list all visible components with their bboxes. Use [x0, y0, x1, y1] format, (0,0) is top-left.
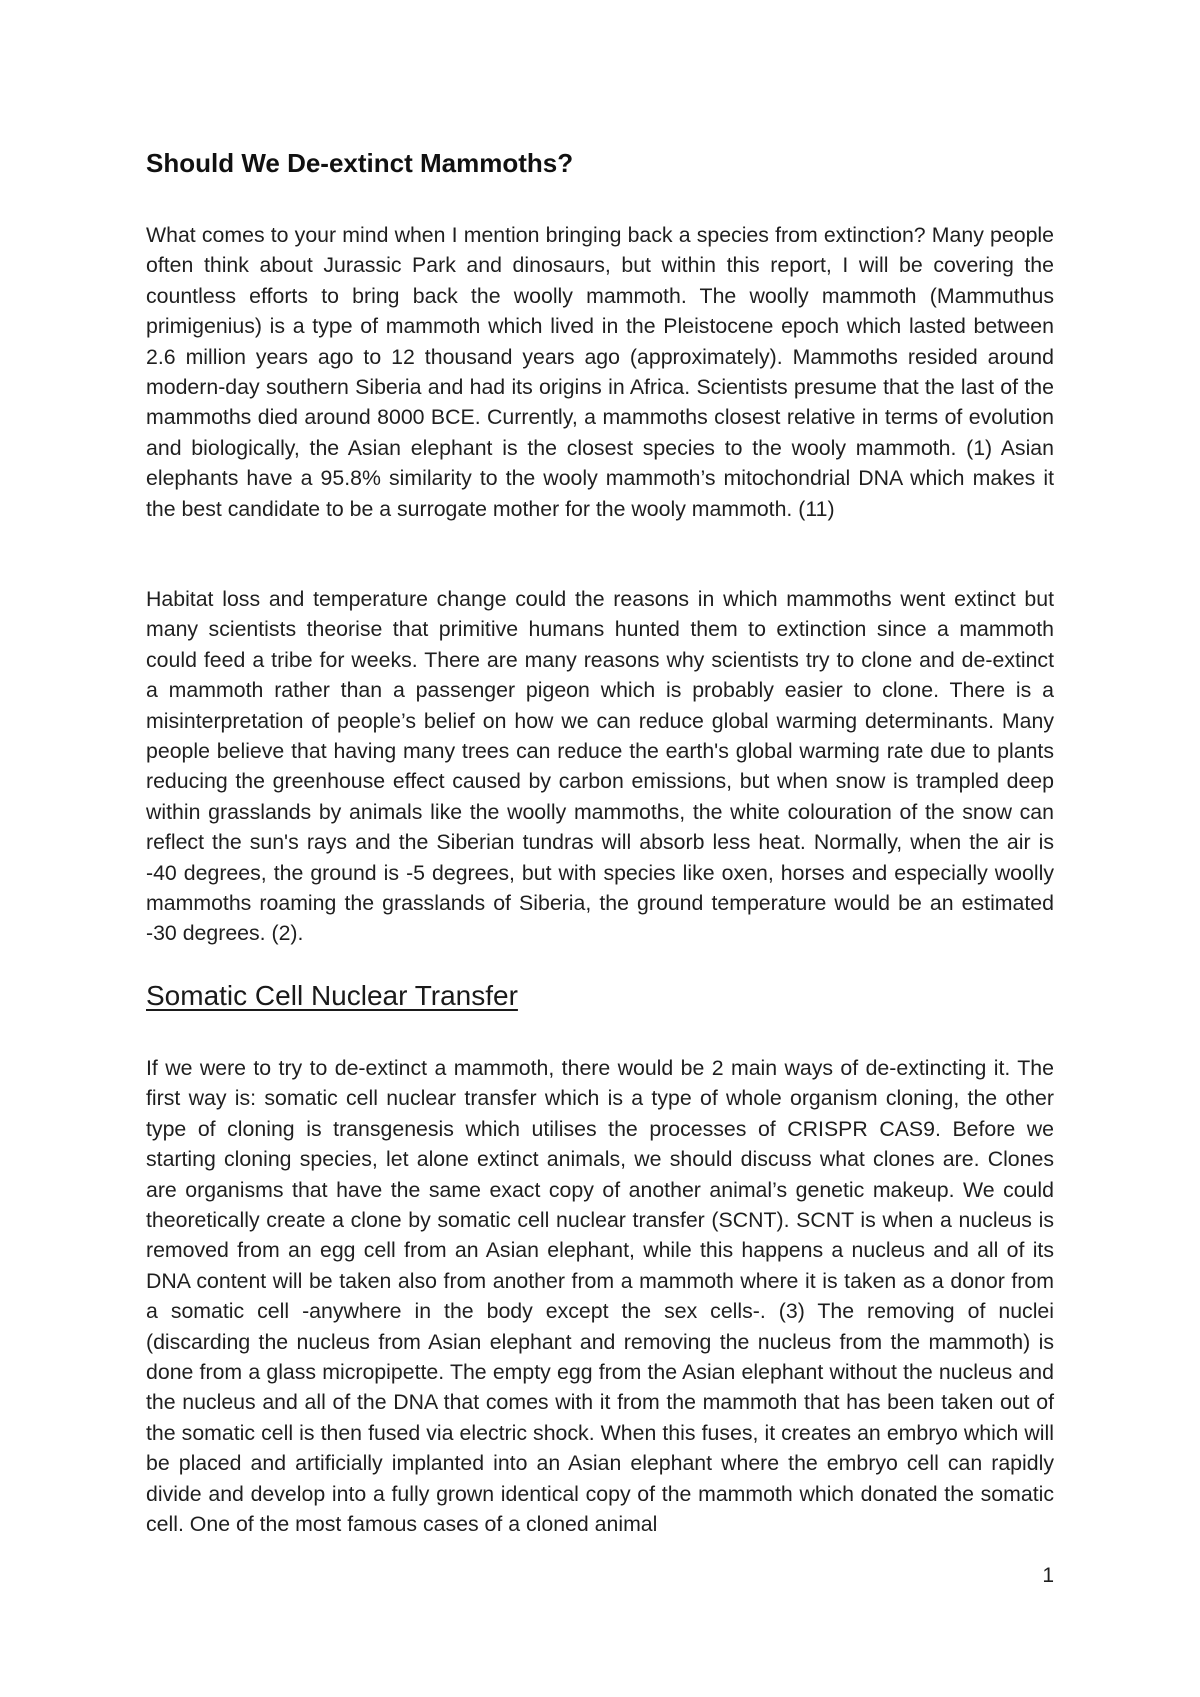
extinction-paragraph: Habitat loss and temperature change could the reasons in which mammoths went extinct but many scientists theorise that primitive humans hunted them to extinction since a mammoth could feed a tribe for weeks. There are many reasons why scientists try to clone and de-extinct a mammoth rather than a passenger pigeon which is probably easier to clone. There is a misinterpretation of people’s belief on how we can reduce global warming determinants. Many people believe that having many trees can reduce the earth's global warming rate due to plants reducing the greenhouse effect caused by carbon emissions, but when snow is trampled deep within grasslands by animals like the woolly mammoths, the white colouration of the snow can reflect the sun's rays and the Siberian tundras will absorb less heat. Normally, when the air is -40 degrees, the ground is -5 degrees, but with species like oxen, horses and especially woolly mammoths roaming the grasslands of Siberia, the ground temperature would be an estimated -30 degrees. (2).: [146, 587, 1054, 946]
intro-paragraph: What comes to your mind when I mention bringing back a species from extinction? Many people often think about Jurassic Park and dinosaurs, but within this report, I will be covering the countless efforts to bring back the woolly mammoth. The woolly mammoth (Mammuthus primigenius) is a type of mammoth which lived in the Pleistocene epoch which lasted between 2.6 million years ago to 12 thousand years ago (approximately). Mammoths resided around modern-day southern Siberia and had its origins in Africa. Scientists presume that the last of the mammoths died around 8000 BCE. Currently, a mammoths closest relative in terms of evolution and biologically, the Asian elephant is the closest species to the wooly mammoth. (1) Asian elephants have a 95.8% similarity to the wooly mammoth’s mitochondrial DNA which makes it the best candidate to be a surrogate mother for the wooly mammoth. (11): [146, 223, 1054, 521]
scnt-paragraph: If we were to try to de-extinct a mammoth, there would be 2 main ways of de-extincting it. The first way is: somatic cell nuclear transfer which is a type of whole organism cloning, the other type of cloning is transgenesis which utilises the processes of CRISPR CAS9. Before we starting cloning species, let alone extinct animals, we should discuss what clones are. Clones are organisms that have the same exact copy of another animal’s genetic makeup. We could theoretically create a clone by somatic cell nuclear transfer (SCNT). SCNT is when a nucleus is removed from an egg cell from an Asian elephant, while this happens a nucleus and all of its DNA content will be taken also from another from a mammoth where it is taken as a donor from a somatic cell -anywhere in the body except the sex cells-. (3) The removing of nuclei (discarding the nucleus from Asian elephant and removing the nucleus from the mammoth) is done from a glass micropipette. The empty egg from the Asian elephant without the nucleus and the nucleus and all of the DNA that comes with it from the mammoth that has been taken out of the somatic cell is then fused via electric shock. When this fuses, it creates an embryo which will be placed and artificially implanted into an Asian elephant where the embryo cell can rapidly divide and develop into a fully grown identical copy of the mammoth which donated the somatic cell. One of the most famous cases of a cloned animal: [146, 1056, 1054, 1537]
document-title: Should We De-extinct Mammoths?: [146, 148, 574, 178]
section-heading: Somatic Cell Nuclear Transfer: [146, 980, 518, 1011]
page-number: 1: [1042, 1564, 1054, 1587]
